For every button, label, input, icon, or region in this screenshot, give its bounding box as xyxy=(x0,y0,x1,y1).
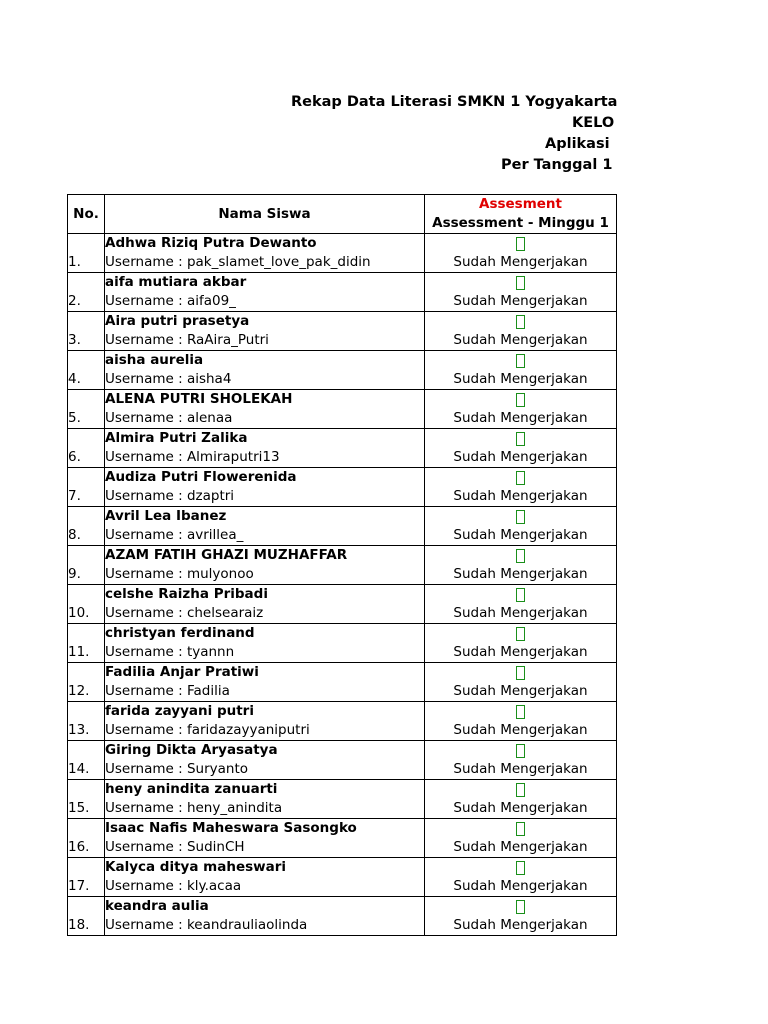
student-name: Aira putri prasetya xyxy=(105,313,250,329)
check-box-icon xyxy=(425,546,616,565)
assessment-status: Sudah Mengerjakan xyxy=(453,371,588,387)
student-cell xyxy=(105,663,425,702)
table-row xyxy=(68,507,617,546)
assessment-cell xyxy=(425,741,617,780)
assessment-cell xyxy=(425,663,617,702)
student-username: Username : kly.acaa xyxy=(105,878,242,894)
assessment-cell xyxy=(425,234,617,273)
check-box-icon xyxy=(425,819,616,838)
check-box-icon xyxy=(425,429,616,448)
student-cell xyxy=(105,507,425,546)
student-username: Username : keandrauliaolinda xyxy=(105,917,308,933)
row-number: 6. xyxy=(68,429,105,468)
assessment-cell xyxy=(425,585,617,624)
assessment-status: Sudah Mengerjakan xyxy=(453,332,588,348)
assessment-status: Sudah Mengerjakan xyxy=(453,800,588,816)
student-name: christyan ferdinand xyxy=(105,625,255,641)
student-name: Giring Dikta Aryasatya xyxy=(105,742,278,758)
table-row xyxy=(68,273,617,312)
student-username: Username : pak_slamet_love_pak_didin xyxy=(105,254,371,270)
student-username: Username : faridazayyaniputri xyxy=(105,722,310,738)
header-assessment-group: Assesment xyxy=(479,196,562,212)
student-cell xyxy=(105,702,425,741)
student-username: Username : Fadilia xyxy=(105,683,230,699)
row-number: 4. xyxy=(68,351,105,390)
row-number: 5. xyxy=(68,390,105,429)
student-cell xyxy=(105,897,425,936)
assessment-cell xyxy=(425,351,617,390)
table-row xyxy=(68,897,617,936)
student-name: AZAM FATIH GHAZI MUZHAFFAR xyxy=(105,547,348,563)
assessment-status: Sudah Mengerjakan xyxy=(453,761,588,777)
row-number: 12. xyxy=(68,663,105,702)
table-row xyxy=(68,585,617,624)
student-name: keandra aulia xyxy=(105,898,209,914)
table-row xyxy=(68,546,617,585)
assessment-status: Sudah Mengerjakan xyxy=(453,449,588,465)
student-cell xyxy=(105,819,425,858)
header-no: No. xyxy=(68,195,105,234)
student-cell xyxy=(105,546,425,585)
header-name: Nama Siswa xyxy=(105,195,425,234)
assessment-status: Sudah Mengerjakan xyxy=(453,488,588,504)
header-assessment-week: Assessment - Minggu 1 xyxy=(432,215,609,231)
check-box-icon xyxy=(425,273,616,292)
student-username: Username : Almiraputri13 xyxy=(105,449,280,465)
student-cell xyxy=(105,741,425,780)
student-username: Username : chelsearaiz xyxy=(105,605,264,621)
assessment-cell xyxy=(425,702,617,741)
student-cell xyxy=(105,312,425,351)
table-row xyxy=(68,819,617,858)
student-name: ALENA PUTRI SHOLEKAH xyxy=(105,391,293,407)
student-name: Audiza Putri Flowerenida xyxy=(105,469,297,485)
report-app: Aplikasi xyxy=(545,136,610,152)
student-cell xyxy=(105,624,425,663)
check-box-icon xyxy=(425,468,616,487)
student-username: Username : tyannn xyxy=(105,644,235,660)
assessment-cell xyxy=(425,546,617,585)
student-username: Username : aifa09_ xyxy=(105,293,236,309)
student-name: Adhwa Riziq Putra Dewanto xyxy=(105,235,317,251)
assessment-cell xyxy=(425,819,617,858)
assessment-cell xyxy=(425,312,617,351)
table-row xyxy=(68,624,617,663)
row-number: 15. xyxy=(68,780,105,819)
assessment-status: Sudah Mengerjakan xyxy=(453,566,588,582)
student-cell xyxy=(105,234,425,273)
student-username: Username : dzaptri xyxy=(105,488,235,504)
table-row xyxy=(68,234,617,273)
student-username: Username : avrillea_ xyxy=(105,527,244,543)
assessment-status: Sudah Mengerjakan xyxy=(453,878,588,894)
student-cell xyxy=(105,390,425,429)
check-box-icon xyxy=(425,351,616,370)
row-number: 16. xyxy=(68,819,105,858)
table-row xyxy=(68,780,617,819)
report-class: KELO xyxy=(572,115,615,131)
student-cell xyxy=(105,858,425,897)
student-name: Fadilia Anjar Pratiwi xyxy=(105,664,259,680)
table-row xyxy=(68,858,617,897)
student-username: Username : Suryanto xyxy=(105,761,248,777)
assessment-cell xyxy=(425,429,617,468)
check-box-icon xyxy=(425,585,616,604)
assessment-status: Sudah Mengerjakan xyxy=(453,722,588,738)
row-number: 11. xyxy=(68,624,105,663)
student-table xyxy=(67,194,617,936)
student-name: aifa mutiara akbar xyxy=(105,274,247,290)
assessment-status: Sudah Mengerjakan xyxy=(453,839,588,855)
table-row xyxy=(68,351,617,390)
assessment-status: Sudah Mengerjakan xyxy=(453,527,588,543)
table-row xyxy=(68,390,617,429)
student-cell xyxy=(105,429,425,468)
assessment-cell xyxy=(425,273,617,312)
assessment-cell xyxy=(425,468,617,507)
check-box-icon xyxy=(425,702,616,721)
table-body xyxy=(68,234,617,936)
student-name: aisha aurelia xyxy=(105,352,204,368)
row-number: 13. xyxy=(68,702,105,741)
assessment-cell xyxy=(425,780,617,819)
check-box-icon xyxy=(425,858,616,877)
student-name: Almira Putri Zalika xyxy=(105,430,248,446)
assessment-status: Sudah Mengerjakan xyxy=(453,644,588,660)
check-box-icon xyxy=(425,663,616,682)
row-number: 8. xyxy=(68,507,105,546)
check-box-icon xyxy=(425,780,616,799)
student-name: Avril Lea Ibanez xyxy=(105,508,227,524)
assessment-cell xyxy=(425,897,617,936)
student-username: Username : alenaa xyxy=(105,410,233,426)
assessment-status: Sudah Mengerjakan xyxy=(453,410,588,426)
check-box-icon xyxy=(425,741,616,760)
table-row xyxy=(68,468,617,507)
assessment-status: Sudah Mengerjakan xyxy=(453,254,588,270)
check-box-icon xyxy=(425,312,616,331)
table-row xyxy=(68,429,617,468)
table-row xyxy=(68,312,617,351)
table-row xyxy=(68,702,617,741)
check-box-icon xyxy=(425,624,616,643)
student-username: Username : SudinCH xyxy=(105,839,245,855)
assessment-cell xyxy=(425,507,617,546)
check-box-icon xyxy=(425,234,616,253)
row-number: 3. xyxy=(68,312,105,351)
check-box-icon xyxy=(425,390,616,409)
student-username: Username : mulyonoo xyxy=(105,566,254,582)
header-assessment xyxy=(425,195,617,234)
student-username: Username : heny_anindita xyxy=(105,800,283,816)
row-number: 2. xyxy=(68,273,105,312)
row-number: 10. xyxy=(68,585,105,624)
assessment-cell xyxy=(425,858,617,897)
table-header-row xyxy=(68,195,617,234)
assessment-status: Sudah Mengerjakan xyxy=(453,293,588,309)
row-number: 7. xyxy=(68,468,105,507)
report-date: Per Tanggal 1 xyxy=(501,157,613,173)
assessment-status: Sudah Mengerjakan xyxy=(453,683,588,699)
table-row xyxy=(68,741,617,780)
student-name: farida zayyani putri xyxy=(105,703,254,719)
row-number: 17. xyxy=(68,858,105,897)
student-cell xyxy=(105,273,425,312)
report-title: Rekap Data Literasi SMKN 1 Yogyakarta xyxy=(291,94,617,110)
table-row xyxy=(68,663,617,702)
assessment-status: Sudah Mengerjakan xyxy=(453,605,588,621)
student-cell xyxy=(105,351,425,390)
row-number: 18. xyxy=(68,897,105,936)
student-username: Username : aisha4 xyxy=(105,371,232,387)
check-box-icon xyxy=(425,507,616,526)
row-number: 14. xyxy=(68,741,105,780)
student-cell xyxy=(105,780,425,819)
student-name: Kalyca ditya maheswari xyxy=(105,859,287,875)
assessment-cell xyxy=(425,624,617,663)
student-name: heny anindita zanuarti xyxy=(105,781,278,797)
student-cell xyxy=(105,585,425,624)
student-cell xyxy=(105,468,425,507)
assessment-cell xyxy=(425,390,617,429)
student-name: Isaac Nafis Maheswara Sasongko xyxy=(105,820,357,836)
row-number: 1. xyxy=(68,234,105,273)
check-box-icon xyxy=(425,897,616,916)
row-number: 9. xyxy=(68,546,105,585)
assessment-status: Sudah Mengerjakan xyxy=(453,917,588,933)
student-username: Username : RaAira_Putri xyxy=(105,332,269,348)
student-name: celshe Raizha Pribadi xyxy=(105,586,268,602)
